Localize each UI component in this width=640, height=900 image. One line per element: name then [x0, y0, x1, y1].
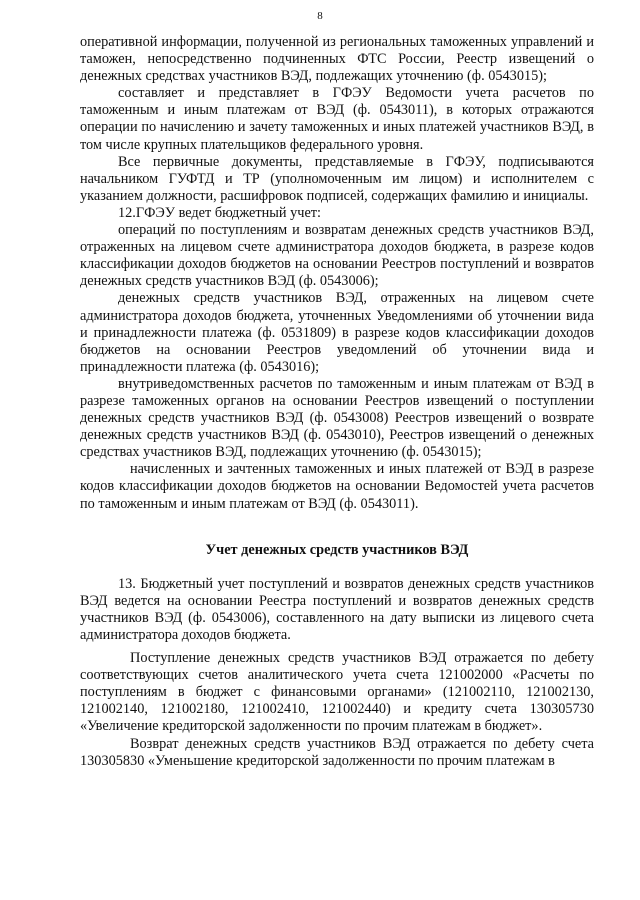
paragraph-internal-settlements: внутриведомственных расчетов по таможенным и иным платежам от ВЭД в разрезе таможенных органов на основании Реестров извещений о поступлении денежных средств участников ВЭД (ф. 0543008) Реестров извещений о возврате денежных средств участников ВЭД (ф. 0543010), Реестров извещений о денежных средствах участников ВЭД, подлежащих уточнению (ф. 0543015); [80, 375, 594, 461]
paragraph-primary-documents: Все первичные документы, представляемые в ГФЭУ, подписываются начальником ГУФТД и ТР (уполномоченным им лицом) и исполнителем с указанием должности, расшифровок подписей, содержащих фамилию и инициалы. [80, 153, 594, 204]
paragraph-item-12: 12.ГФЭУ ведет бюджетный учет: [118, 204, 322, 221]
paragraph-accrued-payments: начисленных и зачтенных таможенных и иных платежей от ВЭД в разрезе кодов классификации доходов бюджетов на основании Ведомостей учета расчетов по таможенным и иным платежам от ВЭД (ф. 0543011). [80, 461, 594, 512]
paragraph-vedomosti: составляет и представляет в ГФЭУ Ведомости учета расчетов по таможенным и иным платежам от ВЭД (ф. 0543011), в которых отражаются операции по начислению и зачету таможенных и иных платежей участников ВЭД, в том числе крупных плательщиков федерального уровня. [80, 85, 594, 153]
paragraph-funds: денежных средств участников ВЭД, отраженных на лицевом счете администратора доходов бюджета, уточненных Уведомлениями об уточнении вида и принадлежности платежа (ф. 0531809) в разрезе кодов классификации доходов бюджетов на основании Реестров уведомлений об уточнении вида и принадлежности платежа (ф. 0543016); [80, 290, 594, 375]
paragraph-operations: операций по поступлениям и возвратам денежных средств участников ВЭД, отраженных на лицевом счете администратора доходов бюджета, в разрезе кодов классификации доходов бюджетов на основании Реестров поступлений и возвратов денежных средств участников ВЭД (ф. 0543006); [80, 222, 594, 290]
page-number: 8 [317, 10, 323, 22]
paragraph-item-13: 13. Бюджетный учет поступлений и возвратов денежных средств участников ВЭД ведется на основании Реестра поступлений и возвратов денежных средств участников ВЭД (ф. 0543006), составленного на дату выписки из лицевого счета администратора доходов бюджета. [80, 575, 594, 643]
section-heading: Учет денежных средств участников ВЭД [205, 541, 469, 558]
paragraph-refund: Возврат денежных средств участников ВЭД отражается по дебету счета 130305830 «Уменьшение кредиторской задолженности по прочим платежам в [80, 735, 594, 769]
paragraph-receipt: Поступление денежных средств участников ВЭД отражается по дебету соответствующих счетов аналитического учета счета 121002000 «Расчеты по поступлениям в бюджет с финансовыми органами» (121002110, 121002130, 121002140, 121002180, 121002410, 121002440) и кредиту счета 130305730 «Увеличение кредиторской задолженности по прочим платежам в бюджет». [80, 650, 594, 735]
paragraph-continuation: оперативной информации, полученной из региональных таможенных управлений и таможен, непосредственно подчиненных ФТС России, Реестр извещений о денежных средствах участников ВЭД, подлежащих уточнению (ф. 0543015); [80, 34, 594, 85]
